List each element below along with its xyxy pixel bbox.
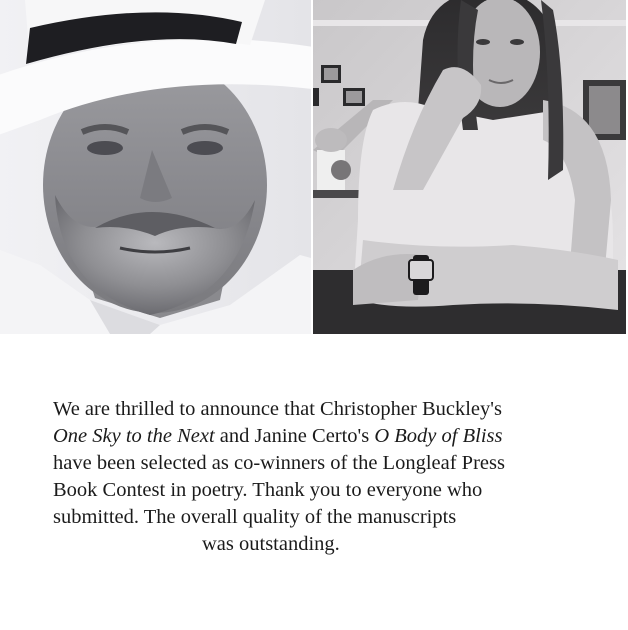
book-title-o-body-of-bliss: O Body of Bliss [374, 425, 503, 447]
announcement-line-2-mid: and Janine Certo's [214, 425, 375, 447]
announcement-line-1: We are thrilled to announce that Christopher Buckley's [53, 398, 502, 420]
announcement-line-2 [53, 423, 593, 450]
announcement-line-6: was outstanding. [202, 533, 340, 555]
portrait-woman-illustration [313, 0, 626, 334]
announcement-text [53, 396, 593, 558]
announcement-line-4: Book Contest in poetry. Thank you to everyone who [53, 479, 483, 501]
portrait-man-illustration [0, 0, 311, 334]
portrait-photo-right [313, 0, 626, 334]
portrait-photo-left [0, 0, 311, 334]
book-title-one-sky: One Sky to the Next [53, 425, 215, 447]
announcement-line-5: submitted. The overall quality of the manuscripts [53, 506, 457, 528]
announcement-line-3: have been selected as co-winners of the Longleaf Press [53, 452, 505, 474]
